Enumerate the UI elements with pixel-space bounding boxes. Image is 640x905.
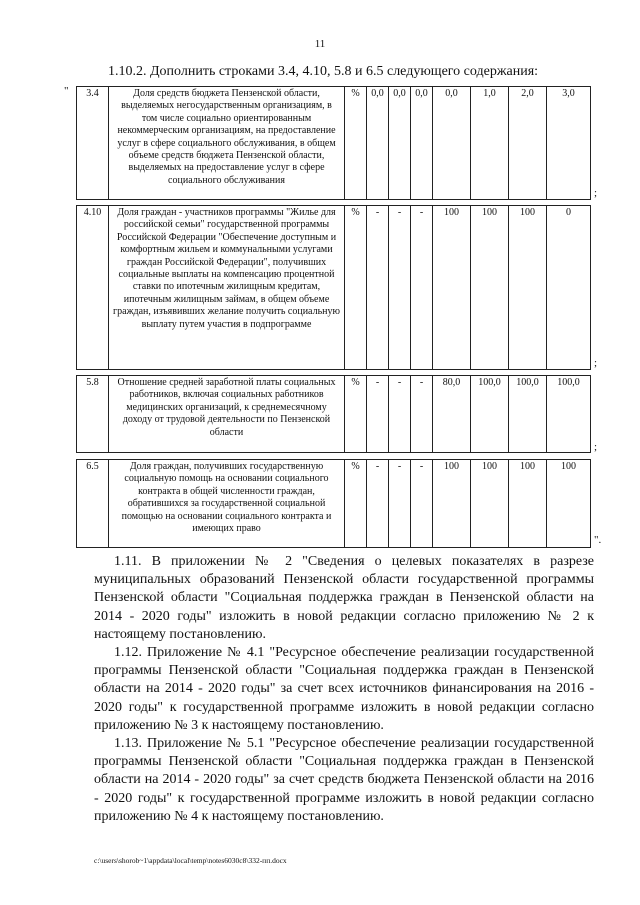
table-row (77, 460, 591, 548)
value-cell: 3,0 (547, 87, 591, 200)
row-end-mark: ; (594, 187, 598, 199)
indicator-description: Доля граждан, получивших государственную социальную помощь на основании социального контракта в общей численности граждан, обратившихся за государственной социальной помощью на основании социального контракта и имеющих право (109, 460, 345, 548)
indicator-description: Доля средств бюджета Пензенской области, выделяемых негосударственным организациям, в том числе социально ориентированным некоммерческим организациям, на предоставление услуг в сфере социального обслуживания, в общем объеме средств бюджета Пензенской области, выделяемых на предоставление услуг в сфере социального обслуживания (109, 87, 345, 200)
row-number: 5.8 (77, 376, 109, 453)
value-cell: 0,0 (389, 87, 411, 200)
value-cell: 80,0 (433, 376, 471, 453)
value-cell: 100 (509, 460, 547, 548)
unit-cell: % (345, 376, 367, 453)
value-cell: 100 (471, 460, 509, 548)
value-cell: 100 (547, 460, 591, 548)
value-cell: 100,0 (547, 376, 591, 453)
value-cell: - (411, 206, 433, 370)
value-cell: 100 (509, 206, 547, 370)
value-cell: 100 (471, 206, 509, 370)
paragraph-text: 1.13. Приложение № 5.1 "Ресурсное обеспечение реализации государственной программы Пензенской области "Социальная поддержка граждан в Пензенской области на 2014 - 2020 годы" за счет средств бюджета Пензенской области на 2016 - 2020 годы" к государственной программе изложить в новой редакции согласно приложению № 4 к настоящему постановлению. (94, 736, 594, 824)
row-end-mark: ; (594, 357, 598, 369)
value-cell: 0 (547, 206, 591, 370)
paragraph-text: 1.12. Приложение № 4.1 "Ресурсное обеспечение реализации государственной программы Пензенской области "Социальная поддержка граждан в Пензенской области на 2014 - 2020 годы" за счет всех источников финансирования на 2016 - 2020 годы" к государственной программе изложить в новой редакции согласно приложению № 3 к настоящему постановлению. (94, 645, 594, 733)
opening-quote: " (64, 85, 69, 97)
unit-cell: % (345, 460, 367, 548)
paragraph-1-12 (94, 644, 594, 735)
value-cell: 100 (433, 460, 471, 548)
value-cell: - (367, 206, 389, 370)
unit-cell: % (345, 87, 367, 200)
indicator-description: Отношение средней заработной платы социальных работников, включая социальных работников медицинских организаций, к среднемесячному доходу от трудовой деятельности по Пензенской области (109, 376, 345, 453)
footer-file-path: c:\users\shorob~1\appdata\local\temp\notes6030c8\332-пп.docx (94, 856, 287, 865)
value-cell: - (389, 460, 411, 548)
unit-cell: % (345, 206, 367, 370)
paragraph-1-11 (94, 553, 594, 644)
value-cell: 0,0 (411, 87, 433, 200)
value-cell: 1,0 (471, 87, 509, 200)
value-cell: 100,0 (509, 376, 547, 453)
paragraph-1-13 (94, 735, 594, 826)
table-row (77, 87, 591, 200)
value-cell: 0,0 (367, 87, 389, 200)
page-number: 11 (314, 38, 326, 50)
row-number: 3.4 (77, 87, 109, 200)
row-number: 6.5 (77, 460, 109, 548)
value-cell: 0,0 (433, 87, 471, 200)
value-cell: 2,0 (509, 87, 547, 200)
closing-quote-mark: ". (594, 534, 602, 546)
table-row (77, 206, 591, 370)
indicator-table-row-3-4 (76, 86, 591, 200)
indicator-table-row-6-5 (76, 459, 591, 548)
indicator-description: Доля граждан - участников программы "Жилье для российской семьи" государственной программы Российской Федерации "Обеспечение доступным и комфортным жильем и коммунальными услугами граждан Российской Федерации", получивших социальные выплаты на компенсацию процентной ставки по ипотечным жилищным кредитам, ипотечным жилищным займам, в общем объеме граждан, изъявивших желание получить социальную выплату путем участия в подпрограмме (109, 206, 345, 370)
row-end-mark: ; (594, 441, 598, 453)
value-cell: - (411, 460, 433, 548)
value-cell: - (389, 206, 411, 370)
indicator-table-row-4-10 (76, 205, 591, 370)
value-cell: - (411, 376, 433, 453)
value-cell: - (389, 376, 411, 453)
value-cell: - (367, 376, 389, 453)
row-number: 4.10 (77, 206, 109, 370)
value-cell: 100 (433, 206, 471, 370)
paragraph-text: 1.11. В приложении № 2 "Сведения о целевых показателях в разрезе муниципальных образований Пензенской области государственной программы Пензенской области "Социальная поддержка граждан в Пензенской области на 2014 - 2020 годы" изложить в новой редакции согласно приложению № 2 к настоящему постановлению. (94, 554, 594, 642)
table-row (77, 376, 591, 453)
indicator-table-row-5-8 (76, 375, 591, 453)
value-cell: 100,0 (471, 376, 509, 453)
amendment-heading: 1.10.2. Дополнить строками 3.4, 4.10, 5.8 и 6.5 следующего содержания: (108, 64, 539, 79)
value-cell: - (367, 460, 389, 548)
